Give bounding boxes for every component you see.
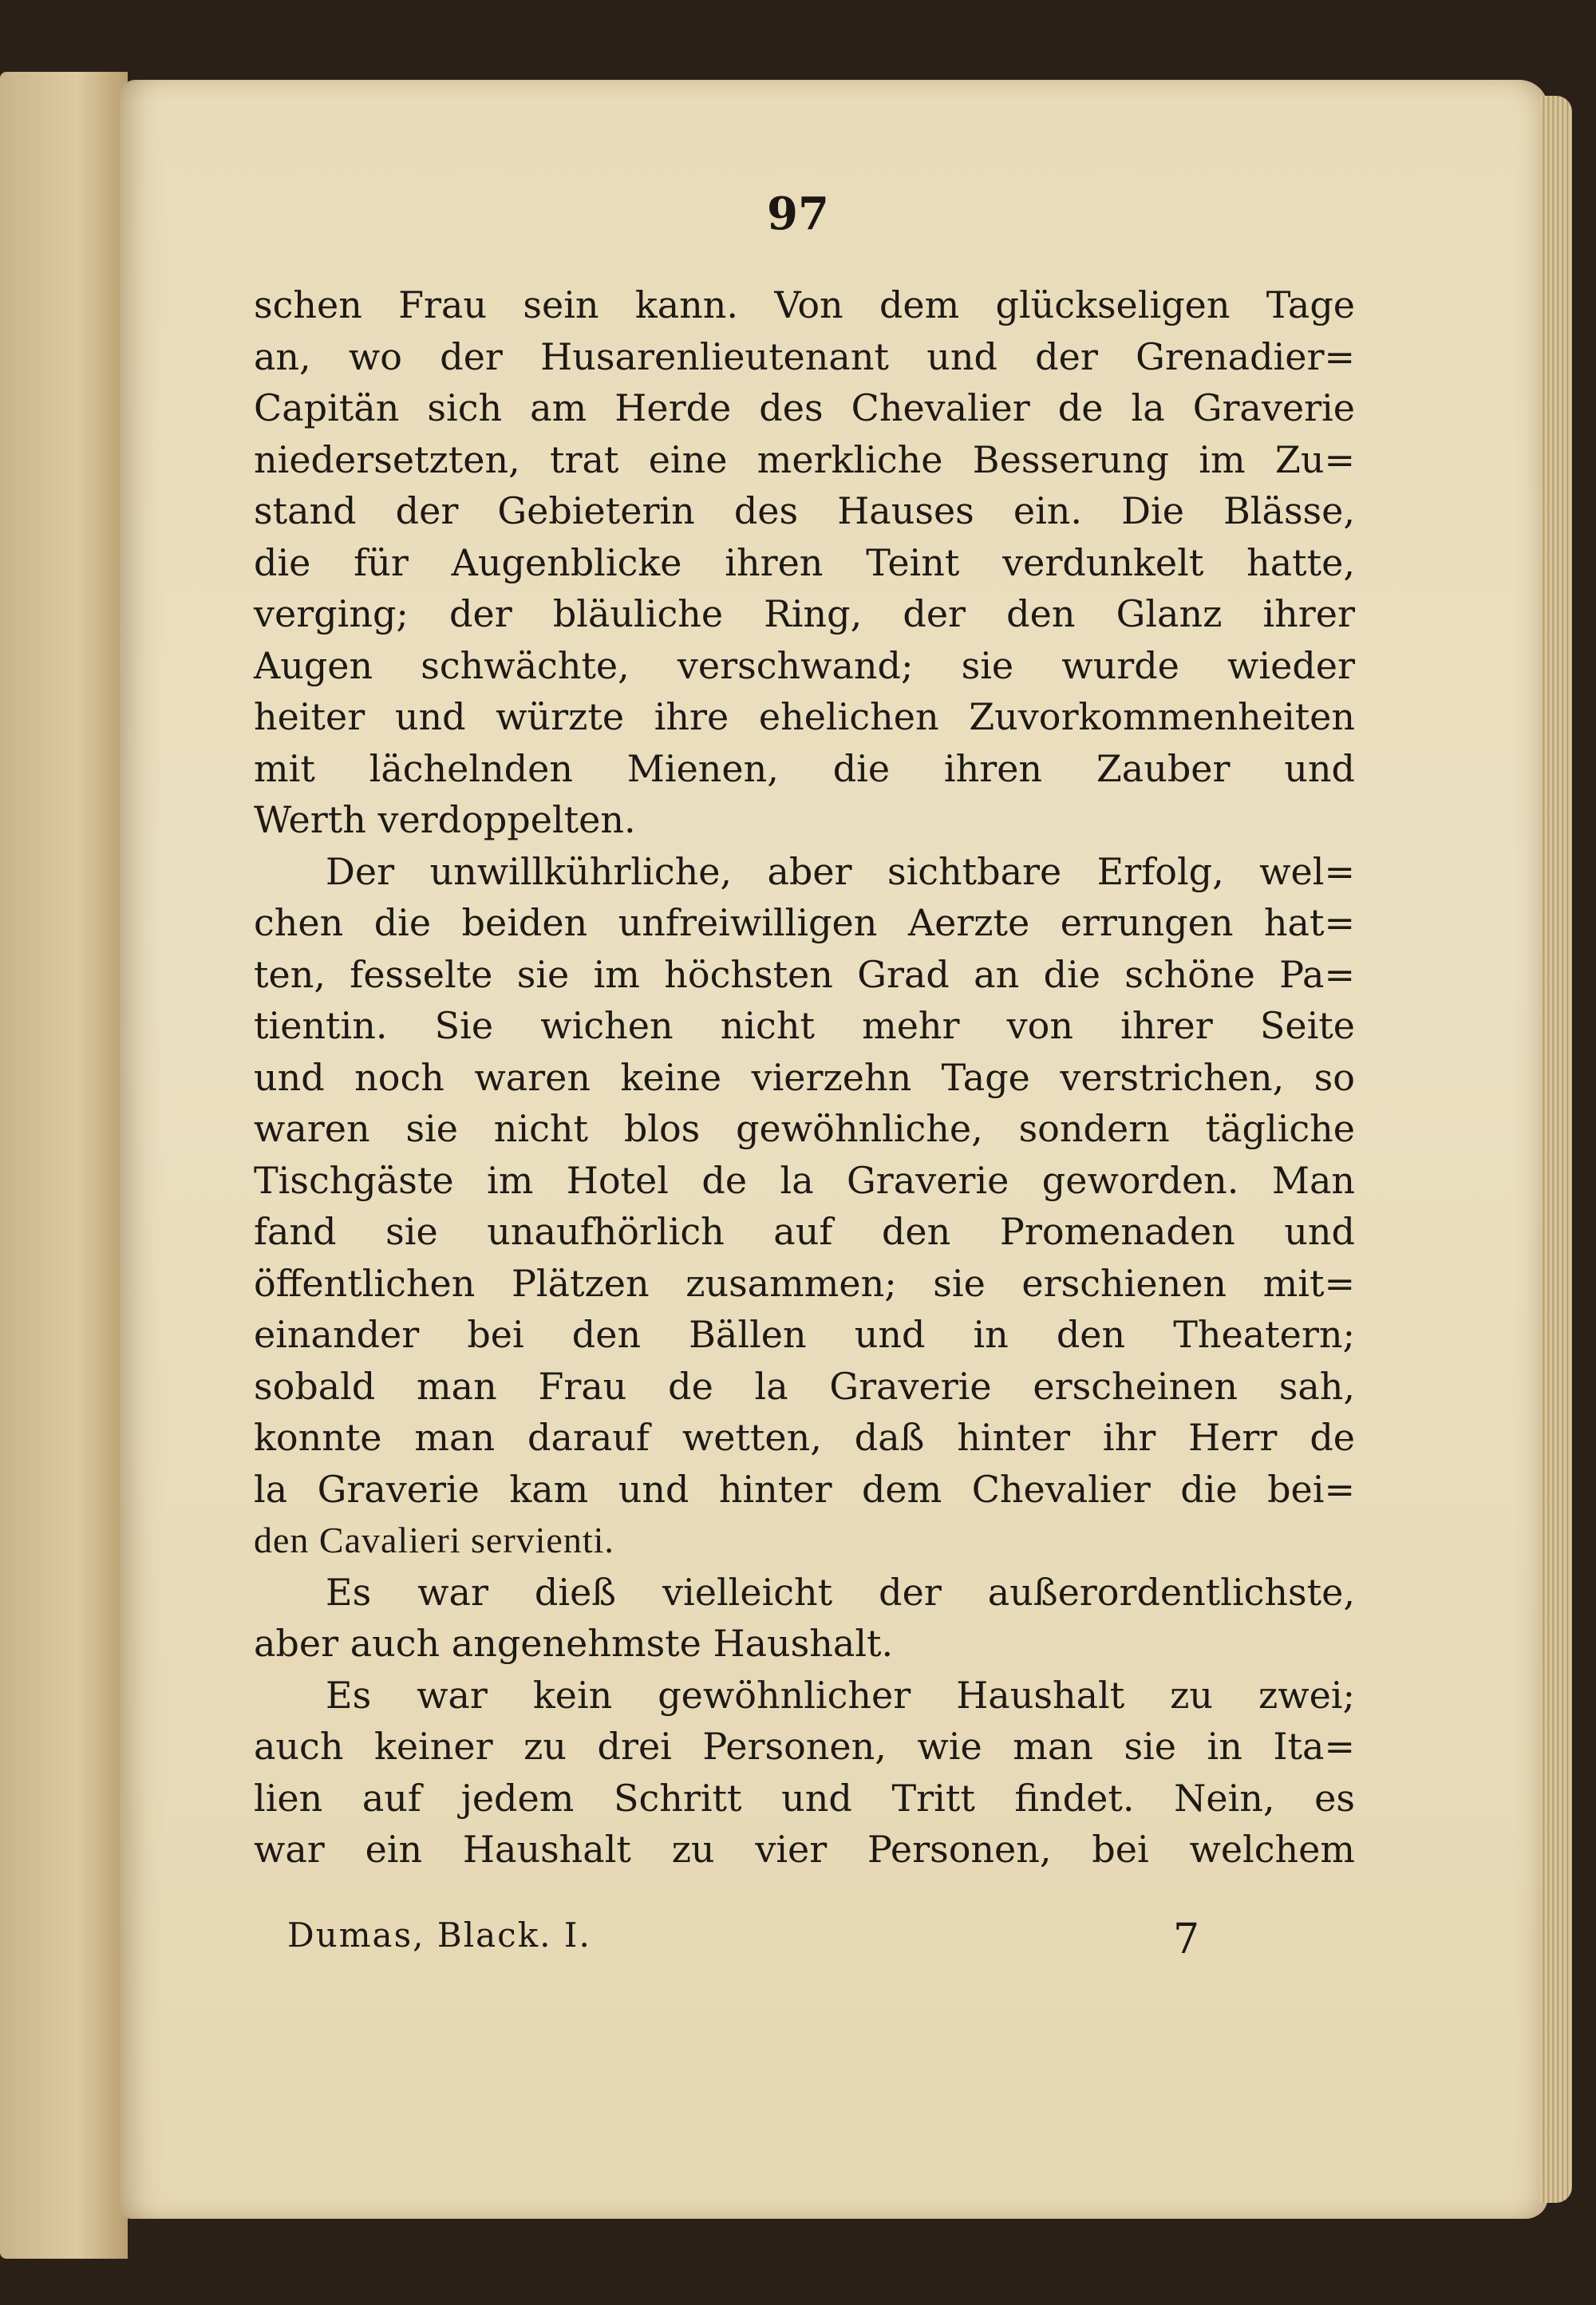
body-text — [254, 279, 1355, 1876]
text-line: Der unwillkührliche, aber sichtbare Erfolg, wel= — [326, 849, 1355, 893]
text-line: fand sie unaufhörlich auf den Promenaden und — [254, 1210, 1355, 1253]
text-line: niedersetzten, trat eine merkliche Besserung im Zu= — [254, 437, 1355, 481]
text-line: an, wo der Husarenlieutenant und der Grenadier= — [254, 334, 1355, 378]
text-line: stand der Gebieterin des Hauses ein. Die Blässe, — [254, 489, 1355, 532]
text-line: Es war kein gewöhnlicher Haushalt zu zwei; — [326, 1673, 1355, 1717]
paragraph-2 — [254, 846, 1355, 1567]
text-line: Augen schwächte, verschwand; sie wurde wieder — [254, 643, 1355, 687]
text-line: verging; der bläuliche Ring, der den Glanz ihrer — [254, 592, 1355, 635]
text-line: Es war dieß vielleicht der außerordentlichste, — [326, 1570, 1355, 1614]
text-line: aber auch angenehmste Haushalt. — [254, 1622, 894, 1665]
text-line: schen Frau sein kann. Von dem glückseligen Tage — [254, 283, 1355, 326]
text-line: Tischgäste im Hotel de la Graverie geworden. Man — [254, 1158, 1355, 1202]
text-line: waren sie nicht blos gewöhnliche, sondern tägliche — [254, 1107, 1355, 1150]
text-line: tientin. Sie wichen nicht mehr von ihrer Seite — [254, 1004, 1355, 1047]
text-line: heiter und würzte ihre ehelichen Zuvorkommenheiten — [254, 695, 1355, 738]
paragraph-3 — [254, 1567, 1355, 1670]
previous-page-edge — [0, 72, 128, 2259]
text-line: ten, fesselte sie im höchsten Grad an die schöne Pa= — [254, 952, 1355, 996]
text-line: war ein Haushalt zu vier Personen, bei welchem — [254, 1828, 1355, 1871]
text-line: öffentlichen Plätzen zusammen; sie erschienen mit= — [254, 1261, 1355, 1305]
text-line: lien auf jedem Schritt und Tritt findet. Nein, es — [254, 1776, 1355, 1820]
text-line: mit lächelnden Mienen, die ihren Zauber und — [254, 746, 1355, 790]
text-line: Werth verdoppelten. — [254, 798, 636, 841]
text-line: chen die beiden unfreiwilligen Aerzte errungen hat= — [254, 901, 1355, 944]
printer-signature: Dumas, Black. I. — [287, 1916, 591, 1955]
text-line: Capitän sich am Herde des Chevalier de la Graverie — [254, 386, 1355, 429]
page-number: 97 — [767, 188, 829, 240]
sheet-number: 7 — [1173, 1916, 1200, 1963]
text-line: la Graverie kam und hinter dem Chevalier die bei= — [254, 1467, 1355, 1511]
paragraph-1 — [254, 279, 1355, 846]
paragraph-4 — [254, 1670, 1355, 1876]
text-line: auch keiner zu drei Personen, wie man sie in Ita= — [254, 1725, 1355, 1768]
text-line: und noch waren keine vierzehn Tage verstrichen, so — [254, 1055, 1355, 1099]
text-line: konnte man darauf wetten, daß hinter ihr Herr de — [254, 1416, 1355, 1459]
text-line: den Cavalieri servienti. — [254, 1520, 614, 1560]
page-stack-edges — [1540, 96, 1572, 2203]
text-line: sobald man Frau de la Graverie erscheinen sah, — [254, 1364, 1355, 1408]
text-line: einander bei den Bällen und in den Theatern; — [254, 1313, 1355, 1356]
text-line: die für Augenblicke ihren Teint verdunkelt hatte, — [254, 540, 1355, 584]
